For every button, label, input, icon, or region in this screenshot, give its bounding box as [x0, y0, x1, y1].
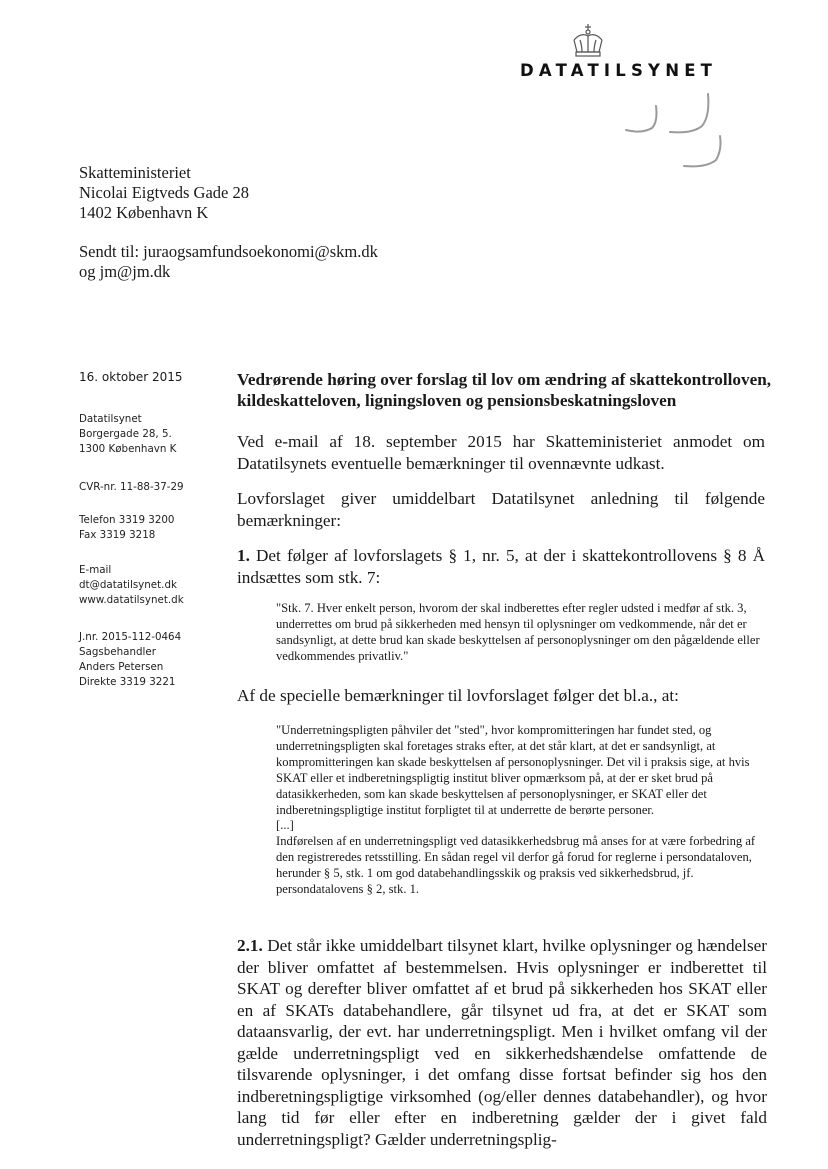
- quote-ellipsis: [...]: [276, 818, 294, 833]
- brand-name: DATATILSYNET: [520, 61, 718, 80]
- sender-address-block: [79, 412, 224, 457]
- journal-number: J.nr. 2015-112-0464: [79, 631, 182, 643]
- org-name: Datatilsynet: [79, 413, 142, 425]
- website: www.datatilsynet.dk: [79, 594, 184, 606]
- handwritten-initials-icon: [612, 88, 732, 178]
- phone-block: [79, 513, 224, 543]
- recipient-address: [79, 163, 249, 223]
- point-number: 1.: [237, 546, 250, 565]
- letter-subject: Vedrørende høring over forslag til lov om ændring af skattekontrolloven, kildeskatteloven, ligningsloven og pensionsbeskatningsloven: [237, 370, 772, 410]
- telefon: Telefon 3319 3200: [79, 514, 175, 526]
- crown-logo-icon: [568, 22, 608, 60]
- sagsbehandler-label: Sagsbehandler: [79, 646, 156, 658]
- quote-text: "Underretningspligten påhviler det "sted", hvor kompromitteringen har fundet sted, og underretningspligten skal foretages straks efter, at det står klart, at det er sandsynligt, at kompromitteringen kan skade beskyttelsen af personoplysninger. Det vil i praksis sige, at hvis SKAT eller et indberetningspligtig institut bliver opmærksom på, at der er sket brud på datasikkerheden, som kan skade beskyttelsen af personoplysninger, er SKAT eller det indberetningspligtige institut forpligtet til at underrette de berørte personer.: [276, 723, 750, 817]
- point-text: Det følger af lovforslagets § 1, nr. 5, at der i skattekontrollovens § 8 Å indsættes som stk. 7:: [237, 546, 765, 587]
- point-number: 2.1.: [237, 936, 263, 955]
- paragraph-remarks: Lovforslaget giver umiddelbart Datatilsynet anledning til følgende bemærkninger:: [237, 489, 765, 530]
- direct-phone: Direkte 3319 3221: [79, 676, 176, 688]
- case-block: [79, 630, 224, 690]
- org-city: 1300 København K: [79, 443, 177, 455]
- letter-date: 16. oktober 2015: [79, 370, 183, 384]
- recipient-line: 1402 København K: [79, 203, 209, 222]
- email-address: dt@datatilsynet.dk: [79, 579, 177, 591]
- fax: Fax 3319 3218: [79, 529, 156, 541]
- paragraph-point-1: [237, 545, 765, 588]
- quote-text: Indførelsen af en underretningspligt ved datasikkerhedsbrug må anses for at være forbedring af den registreredes retsstilling. En sådan regel vil derfor gå forud for reglerne i persondataloven, herunder § 5, stk. 1 om god databehandlingsskik og praksis ved sikkerhedsbrud, jf. persondatalovens § 2, stk. 1.: [276, 834, 756, 897]
- quote-stk-7: "Stk. 7. Hver enkelt person, hvorom der skal indberettes efter regler udsted i medfør af stk. 3, underrettes om brud på sikkerheden med hensyn til oplysninger om vedkommende, når det er sandsynligt, at dette brud kan skade beskyttelsen af personoplysninger om den pågældende eller vedkommendes privatliv.": [276, 601, 760, 663]
- recipient-line: Nicolai Eigtveds Gade 28: [79, 183, 249, 202]
- email-label: E-mail: [79, 564, 112, 576]
- paragraph-intro: Ved e-mail af 18. september 2015 har Skatteministeriet anmodet om Datatilsynets eventuelle bemærkninger til ovennævnte udkast.: [237, 432, 765, 473]
- paragraph-point-2-1: [237, 935, 767, 1150]
- sagsbehandler-name: Anders Petersen: [79, 661, 164, 673]
- org-street: Borgergade 28, 5.: [79, 428, 172, 440]
- cvr-number: CVR-nr. 11-88-37-29: [79, 481, 184, 493]
- recipient-line: Skatteministeriet: [79, 163, 191, 182]
- contact-block: [79, 563, 224, 608]
- sent-to-line: og jm@jm.dk: [79, 262, 171, 281]
- paragraph-special-remarks: Af de specielle bemærkninger til lovforslaget følger det bl.a., at:: [237, 686, 679, 705]
- point-text: Det står ikke umiddelbart tilsynet klart, hvilke oplysninger og hændelser der bliver omfattet af bestemmelsen. Hvis oplysninger er indberettet til SKAT og derefter bliver omfattet af et brud på sikkerheden hos SKAT eller en af SKATs databehandlere, går tilsynet ud fra, at det er SKAT som dataansvarlig, der evt. har underretningspligt. Men i hvilket omfang vil der gælde underretningspligt ved en sikkerhedshændelse omfattende de tilsvarende oplysninger, i det omfang disse fortsat befinder sig hos den indberetningspligtige virksomhed (og/eller dennes databehandler), og hvor lang tid før eller efter en indberetning gælder der i givet fald underretningspligt? Gælder underretningsplig-: [237, 936, 767, 1149]
- sent-to: [79, 242, 378, 282]
- sent-to-line: Sendt til: juraogsamfundsoekonomi@skm.dk: [79, 242, 378, 261]
- quote-special-remarks: [276, 723, 766, 898]
